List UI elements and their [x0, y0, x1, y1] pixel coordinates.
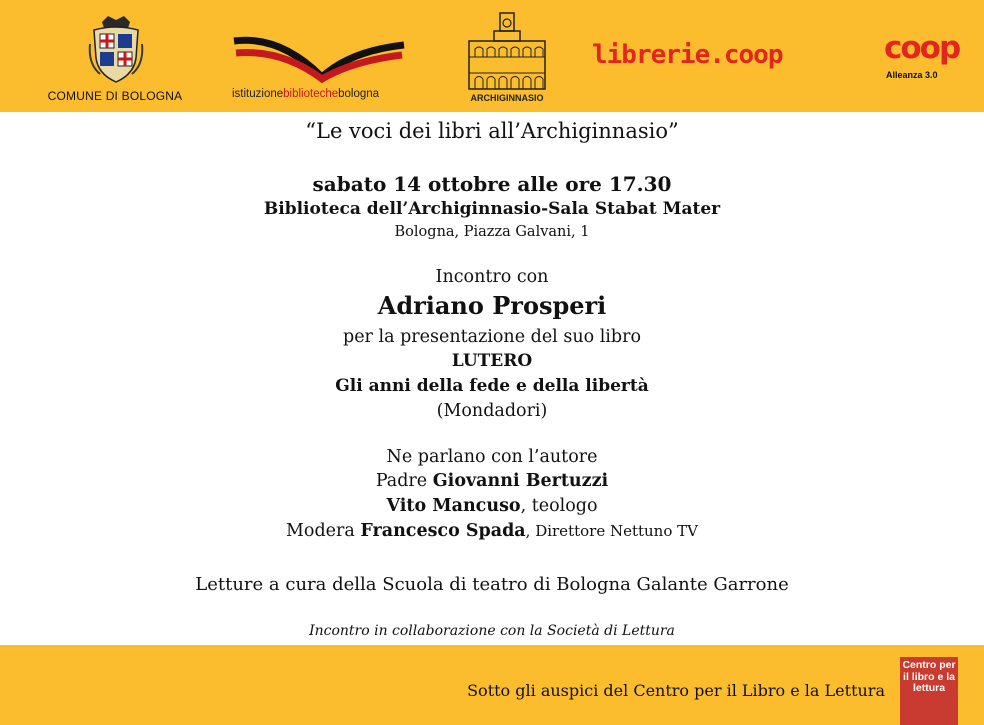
comune-label: COMUNE DI BOLOGNA — [47, 89, 183, 103]
centro-logo-text: Centro per il libro e la lettura — [902, 659, 956, 694]
speaker-1: Padre Giovanni Bertuzzi — [375, 471, 609, 491]
istituzione-book-icon — [230, 33, 408, 85]
event-venue: Biblioteca dell’Archiginnasio-Sala Stabat Mater — [263, 199, 721, 219]
event-date: sabato 14 ottobre alle ore 17.30 — [312, 172, 672, 196]
auspici-text: Sotto gli auspici del Centro per il Libro e la Lettura — [467, 681, 885, 700]
collaboration-text: Incontro in collaborazione con la Società di Lettura — [309, 623, 675, 639]
author-name: Adriano Prosperi — [377, 291, 607, 320]
book-title: LUTERO — [451, 351, 533, 371]
istituzione-label: istituzionebibliotechebologna — [232, 88, 380, 100]
archiginnasio-label: ARCHIGINNASIO — [470, 93, 544, 103]
header-band — [0, 0, 984, 112]
speaker-2: Vito Mancuso, teologo — [386, 496, 598, 516]
comune-coat-of-arms-icon — [88, 14, 144, 86]
archiginnasio-building-icon — [466, 11, 548, 91]
presentation-text: per la presentazione del suo libro — [343, 327, 641, 347]
alleanza-label: Alleanza 3.0 — [886, 70, 938, 80]
event-address: Bologna, Piazza Galvani, 1 — [394, 224, 590, 240]
speakers-intro: Ne parlano con l’autore — [386, 447, 598, 467]
event-title: “Le voci dei libri all’Archiginnasio” — [305, 119, 679, 143]
publisher: (Mondadori) — [436, 401, 548, 421]
centro-libro-logo — [900, 657, 958, 725]
coop-logo: coop — [884, 30, 960, 66]
readings-text: Letture a cura della Scuola di teatro di Bologna Galante Garrone — [195, 574, 789, 595]
librerie-coop-logo: librerie.coop — [592, 40, 783, 70]
intro-text: Incontro con — [435, 267, 549, 287]
book-subtitle: Gli anni della fede e della libertà — [335, 376, 649, 396]
moderator: Modera Francesco Spada, Direttore Nettuno TV — [286, 521, 698, 541]
